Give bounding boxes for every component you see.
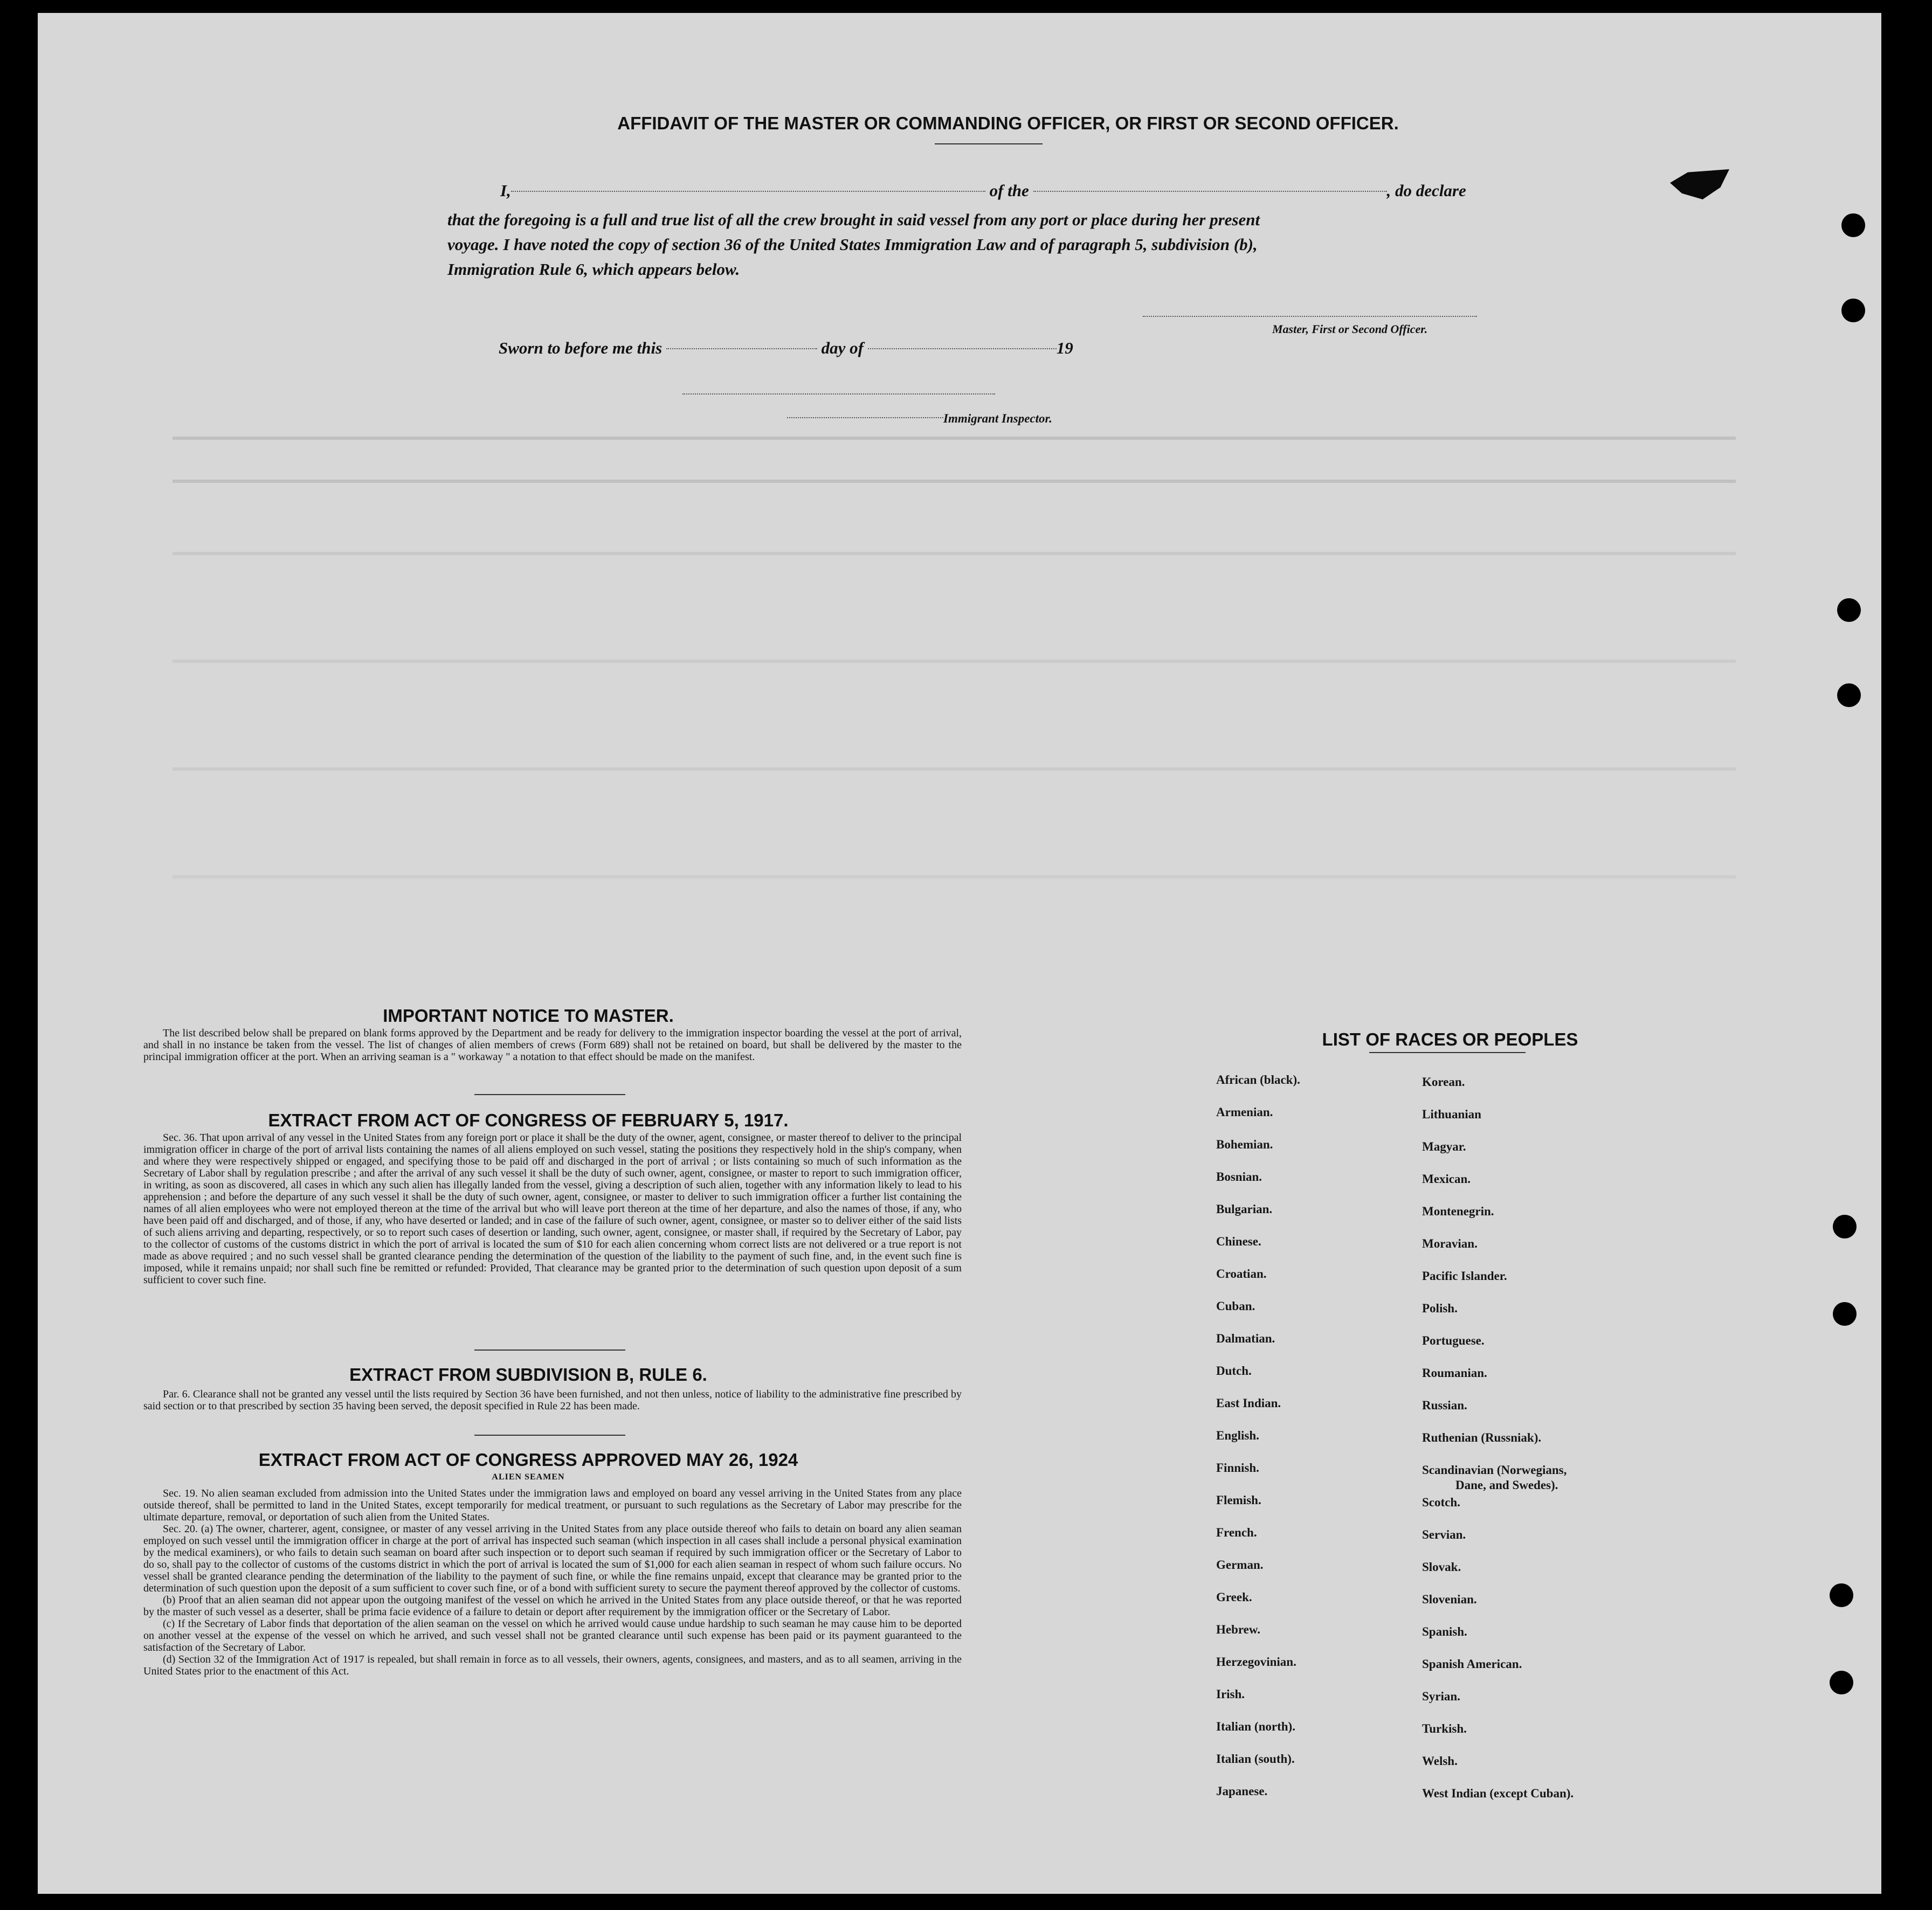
- races-title-rule: [1369, 1052, 1526, 1053]
- signature-caption: Master, First or Second Officer.: [1272, 322, 1428, 336]
- inspector-signature-line: [682, 393, 995, 395]
- race-item: Chinese.: [1216, 1235, 1261, 1248]
- divider-1: [474, 1094, 625, 1095]
- notice-text: [143, 1027, 962, 1063]
- race-item: East Indian.: [1216, 1396, 1281, 1410]
- race-item: Slovenian.: [1422, 1593, 1477, 1606]
- race-item: Syrian.: [1422, 1690, 1460, 1703]
- race-item: Finnish.: [1216, 1461, 1259, 1475]
- affidavit-do-declare: , do declare: [1386, 181, 1466, 200]
- race-item: Welsh.: [1422, 1754, 1458, 1768]
- section-36-paragraph: Sec. 36. That upon arrival of any vessel in the United States from any foreign port or place it shall be the duty of the owner, agent, consignee, or master thereof to deliver to the principal immigration officer in charge of the port of arrival lists containing the names of all aliens employed on such vessel, stating the positions they respectively hold in the ship's company, when and where they were respectively shipped or engaged, and specifying those to be paid off and discharged in the port of arrival ; or lists containing so much of such information as the Secretary of Labor shall by regulation prescribe ; and after the arrival of any such vessel it shall be the duty of such owner, agent, consignee, or master to report to such immigration officer, in writing, as soon as discovered, all cases in which any such alien has illegally landed from the vessel, giving a description of such alien, together with any information likely to lead to his apprehension ; and before the departure of any such vessel it shall be the duty of such owner, agent, consignee, or master to deliver to such immigration officer a further list containing the names of all alien employees who were not employed thereon at the time of the arrival but who will leave port thereon at the time of her departure, and also the names of those, if any, who have been paid off and discharged, and of those, if any, who have deserted or landed; and in case of the failure of such owner, agent, consignee, or master so to deliver either of the said lists of such aliens arriving and departing, respectively, or so to report such cases of desertion or landing, such owner, agent, consignee, or master shall, if required by the Secretary of Labor, pay to the collector of customs of the customs district in which the port of arrival is located the sum of $10 for each alien concerning whom correct lists are not delivered or a true report is not made as above required ; and no such vessel shall be granted clearance pending the determination of the question of the liability to the payment of such fine, and, in the event such fine is imposed, while it remains unpaid; nor shall such fine be remitted or refunded: Provided, That clearance may be granted prior to the determination of such question upon deposit of a sum sufficient to cover such fine.: [143, 1132, 962, 1286]
- race-item: Mexican.: [1422, 1172, 1471, 1186]
- affidavit-line-3: voyage. I have noted the copy of section 36 of the United States Immigration Law and of paragraph 5, subdivision (b),: [447, 235, 1258, 254]
- race-item: Bohemian.: [1216, 1138, 1273, 1151]
- race-item: Dane, and Swedes).: [1455, 1478, 1558, 1492]
- par-6-paragraph: Par. 6. Clearance shall not be granted any vessel until the lists required by Section 36 have been furnished, and not then unless, notice of liability to the administrative fine prescribed by said section or to that prescribed by section 35 having been served, the deposit specified in Rule 22 has been made.: [143, 1388, 962, 1412]
- race-item: Portuguese.: [1422, 1334, 1485, 1347]
- punch-hole: [1833, 1215, 1857, 1238]
- race-item: Greek.: [1216, 1590, 1252, 1604]
- name-blank: [511, 191, 985, 192]
- race-item: English.: [1216, 1429, 1259, 1442]
- race-item: Spanish American.: [1422, 1657, 1522, 1671]
- race-item: Polish.: [1422, 1302, 1458, 1315]
- race-item: Armenian.: [1216, 1105, 1273, 1119]
- inspector-caption: Immigrant Inspector.: [943, 412, 1052, 425]
- year-prefix: 19: [1056, 338, 1073, 357]
- affidavit-i: I,: [500, 181, 511, 200]
- race-item: Ruthenian (Russniak).: [1422, 1431, 1542, 1444]
- day-blank: [666, 348, 817, 349]
- races-title: LIST OF RACES OR PEOPLES: [1322, 1029, 1578, 1049]
- race-item: Russian.: [1422, 1399, 1467, 1412]
- race-item: Pacific Islander.: [1422, 1269, 1507, 1283]
- race-item: German.: [1216, 1558, 1264, 1572]
- document-page: [38, 13, 1881, 1894]
- race-item: Turkish.: [1422, 1722, 1467, 1735]
- race-item: Japanese.: [1216, 1784, 1268, 1798]
- punch-hole: [1830, 1671, 1853, 1694]
- affidavit-line-2: that the foregoing is a full and true list of all the crew brought in said vessel from any port or place during her present: [447, 210, 1260, 229]
- extract-rule6-title: EXTRACT FROM SUBDIVISION B, RULE 6.: [349, 1365, 707, 1385]
- race-item: Servian.: [1422, 1528, 1466, 1541]
- sworn-text: Sworn to before me this: [499, 338, 663, 357]
- sworn-line: [499, 338, 1073, 358]
- month-blank: [868, 348, 1057, 349]
- extract-1924-text: [143, 1487, 962, 1677]
- race-item: African (black).: [1216, 1073, 1300, 1087]
- inspector-caption-line: [787, 412, 1052, 426]
- race-item: Montenegrin.: [1422, 1205, 1494, 1218]
- extract-1924-title: EXTRACT FROM ACT OF CONGRESS APPROVED MAY 26, 1924: [258, 1450, 798, 1470]
- sec-20c-paragraph: (c) If the Secretary of Labor finds that deportation of the alien seaman on the vessel on which he arrived would cause undue hardship to such seaman he may cause him to be deported on another vessel at the expense of the vessel on which he arrived, and such vessel shall not be granted clearance until such expense has been paid or its payment guaranteed to the satisfaction of the Secretary of Labor.: [143, 1618, 962, 1653]
- punch-hole: [1841, 213, 1865, 237]
- race-item: Cuban.: [1216, 1299, 1255, 1313]
- divider-2: [474, 1350, 625, 1351]
- notice-paragraph: The list described below shall be prepared on blank forms approved by the Department and be ready for delivery to the immigration inspector boarding the vessel at the port of arrival, and shall in no instance be taken from the vessel. The list of changes of alien members of crews (Form 689) shall not be retained on board, but shall be delivered by the master to the principal immigration officer at the port. When an arriving seaman is a " workaway " a notation to that effect should be made on the manifest.: [143, 1027, 962, 1063]
- race-item: Bulgarian.: [1216, 1202, 1273, 1216]
- sec-20a-paragraph: Sec. 20. (a) The owner, charterer, agent, consignee, or master of any vessel arriving in the United States from any place outside thereof who fails to detain on board any alien seaman employed on such vessel until the immigration officer in charge at the port of arrival has inspected such seaman (which inspection in all cases shall include a personal physical examination by the medical examiners), or who fails to detain such seaman on board after such inspection or to deport such seaman if required by such immigration officer or the Secretary of Labor to do so, shall pay to the collector of customs of the customs district in which the port of arrival is located the sum of $1,000 for each alien seaman in respect of whom such failure occurs. No vessel shall be granted clearance pending the determination of the liability to the payment of such fine, or while the fine remains unpaid, except that clearance may be granted prior to the determination of such question upon the deposit of a sum sufficient to cover such fine, or of a bond with sufficient surety to secure the payment thereof approved by the collector of customs.: [143, 1523, 962, 1594]
- alien-seamen-subtitle: ALIEN SEAMEN: [492, 1472, 565, 1482]
- race-item: West Indian (except Cuban).: [1422, 1787, 1574, 1800]
- race-item: Flemish.: [1216, 1493, 1261, 1507]
- affidavit-of-the: of the: [989, 181, 1029, 200]
- signature-line: [1143, 316, 1477, 317]
- race-item: Scotch.: [1422, 1496, 1460, 1509]
- sec-20b-paragraph: (b) Proof that an alien seaman did not appear upon the outgoing manifest of the vessel on which he arrived in the United States from any place outside thereof, or that he was reported by the master of such vessel as a deserter, shall be prima facie evidence of a failure to detain or deport after requirement by the immigration officer or the Secretary of Labor.: [143, 1594, 962, 1618]
- race-item: Hebrew.: [1216, 1623, 1260, 1636]
- paper-tear: [1670, 169, 1729, 199]
- vessel-blank: [1033, 191, 1387, 192]
- affidavit-title: AFFIDAVIT OF THE MASTER OR COMMANDING OFFICER, OR FIRST OR SECOND OFFICER.: [617, 113, 1399, 133]
- day-of-text: day of: [821, 338, 864, 357]
- affidavit-line-4: Immigration Rule 6, which appears below.: [447, 260, 740, 279]
- affidavit-line-1: [500, 181, 1466, 200]
- affidavit-title-rule: [935, 143, 1043, 144]
- race-item: Slovak.: [1422, 1560, 1461, 1574]
- punch-hole: [1837, 683, 1861, 707]
- race-item: Roumanian.: [1422, 1366, 1487, 1380]
- race-item: Bosnian.: [1216, 1170, 1262, 1184]
- race-item: Dalmatian.: [1216, 1332, 1275, 1345]
- race-item: Scandinavian (Norwegians,: [1422, 1463, 1567, 1477]
- punch-hole: [1841, 299, 1865, 322]
- sec-19-paragraph: Sec. 19. No alien seaman excluded from admission into the United States under the immigration laws and employed on board any vessel arriving in the United States from any place outside thereof, shall be permitted to land in the United States, except temporarily for medical treatment, or pursuant to such regulations as the Secretary of Labor may prescribe for the ultimate departure, removal, or deportation of such alien from the United States.: [143, 1487, 962, 1523]
- punch-hole: [1833, 1302, 1857, 1326]
- divider-3: [474, 1435, 625, 1436]
- race-item: Irish.: [1216, 1687, 1245, 1701]
- extract-rule6-text: [143, 1388, 962, 1412]
- race-item: Herzegovinian.: [1216, 1655, 1296, 1669]
- race-item: Croatian.: [1216, 1267, 1267, 1281]
- race-item: Lithuanian: [1422, 1108, 1481, 1121]
- notice-title: IMPORTANT NOTICE TO MASTER.: [383, 1006, 674, 1026]
- sec-20d-paragraph: (d) Section 32 of the Immigration Act of 1917 is repealed, but shall remain in force as to all vessels, their owners, agents, consignees, and masters, and as to all seamen, arriving in the United States prior to the enactment of this Act.: [143, 1653, 962, 1677]
- extract-1917-title: EXTRACT FROM ACT OF CONGRESS OF FEBRUARY 5, 1917.: [268, 1110, 789, 1130]
- race-item: Spanish.: [1422, 1625, 1467, 1638]
- race-item: Dutch.: [1216, 1364, 1252, 1378]
- race-item: Magyar.: [1422, 1140, 1466, 1153]
- punch-hole: [1830, 1583, 1853, 1607]
- race-item: Moravian.: [1422, 1237, 1478, 1250]
- inspector-blank: [787, 417, 943, 418]
- race-item: Korean.: [1422, 1075, 1465, 1089]
- race-item: French.: [1216, 1526, 1257, 1539]
- punch-hole: [1837, 598, 1861, 622]
- extract-1917-text: [143, 1132, 962, 1286]
- race-item: Italian (south).: [1216, 1752, 1295, 1766]
- race-item: Italian (north).: [1216, 1720, 1295, 1733]
